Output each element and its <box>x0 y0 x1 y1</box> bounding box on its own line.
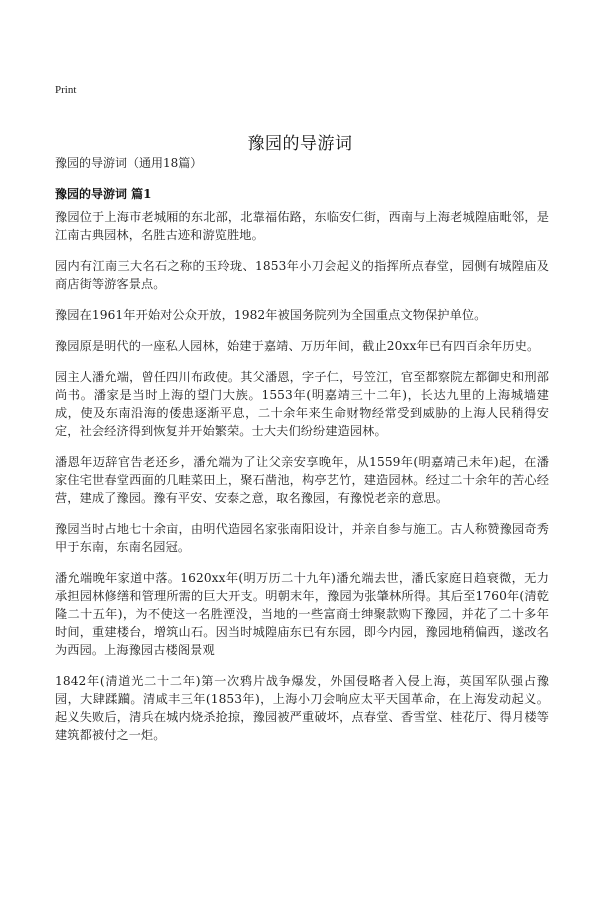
paragraph: 1842年(清道光二十二年)第一次鸦片战争爆发，外国侵略者入侵上海，英国军队强占豫园，大肆蹂躏。清咸丰三年(1853年)，上海小刀会响应太平天国革命，在上海发动起义。起义失败后，清兵在城内烧杀抢掠，豫园被严重破坏，点春堂、香雪堂、桂花厅、得月楼等建筑都被付之一炬。 <box>55 674 549 742</box>
article-body <box>55 208 549 757</box>
paragraph: 园内有江南三大名石之称的玉玲珑、1853年小刀会起义的指挥所点春堂，园侧有城隍庙及商店街等游客景点。 <box>55 259 549 291</box>
document-subtitle: 豫园的导游词（通用18篇） <box>55 156 203 170</box>
paragraph: 豫园位于上海市老城厢的东北部，北靠福佑路，东临安仁街，西南与上海老城隍庙毗邻，是江南古典园林，名胜古迹和游览胜地。 <box>55 210 549 242</box>
paragraph: 园主人潘允端，曾任四川布政使。其父潘恩，字子仁，号笠江，官至都察院左都御史和刑部尚书。潘家是当时上海的望门大族。1553年(明嘉靖三十二年)，长达九里的上海城墙建成，使及东南沿海的倭患逐渐平息，二十余年来生命财物经常受到威胁的上海人民稍得安定，社会经济得到恢复并开始繁荣。士大夫们纷纷建造园林。 <box>55 370 549 438</box>
section-heading: 豫园的导游词 篇1 <box>55 187 152 201</box>
page-title: 豫园的导游词 <box>247 134 353 155</box>
paragraph: 豫园当时占地七十余亩，由明代造园名家张南阳设计，并亲自参与施工。古人称赞豫园奇秀甲于东南，东南名园冠。 <box>55 522 549 554</box>
paragraph: 潘恩年迈辞官告老还乡，潘允端为了让父亲安享晚年，从1559年(明嘉靖己未年)起，在潘家住宅世春堂西面的几畦菜田上，聚石凿池，构亭艺竹，建造园林。经过二十余年的苦心经营，建成了豫园。豫有平安、安泰之意，取名豫园，有豫悦老亲的意思。 <box>55 455 549 505</box>
paragraph: 潘允端晚年家道中落。1620xx年(明万历二十九年)潘允端去世，潘氏家庭日趋衰微，无力承担园林修缮和管理所需的巨大开支。明朝末年，豫园为张肇林所得。其后至1760年(清乾隆二十五年)，为不使这一名胜湮没，当地的一些富商士绅聚款购下豫园，并花了二十多年时间，重建楼台，增筑山石。因当时城隍庙东已有东园，即今内园，豫园地稍偏西，遂改名为西园。上海豫园古楼阁景观 <box>55 571 549 657</box>
paragraph: 豫园原是明代的一座私人园林，始建于嘉靖、万历年间，截止20xx年已有四百余年历史。 <box>55 339 540 353</box>
paragraph: 豫园在1961年开始对公众开放，1982年被国务院列为全国重点文物保护单位。 <box>55 308 487 322</box>
print-link[interactable]: Print <box>55 84 77 96</box>
